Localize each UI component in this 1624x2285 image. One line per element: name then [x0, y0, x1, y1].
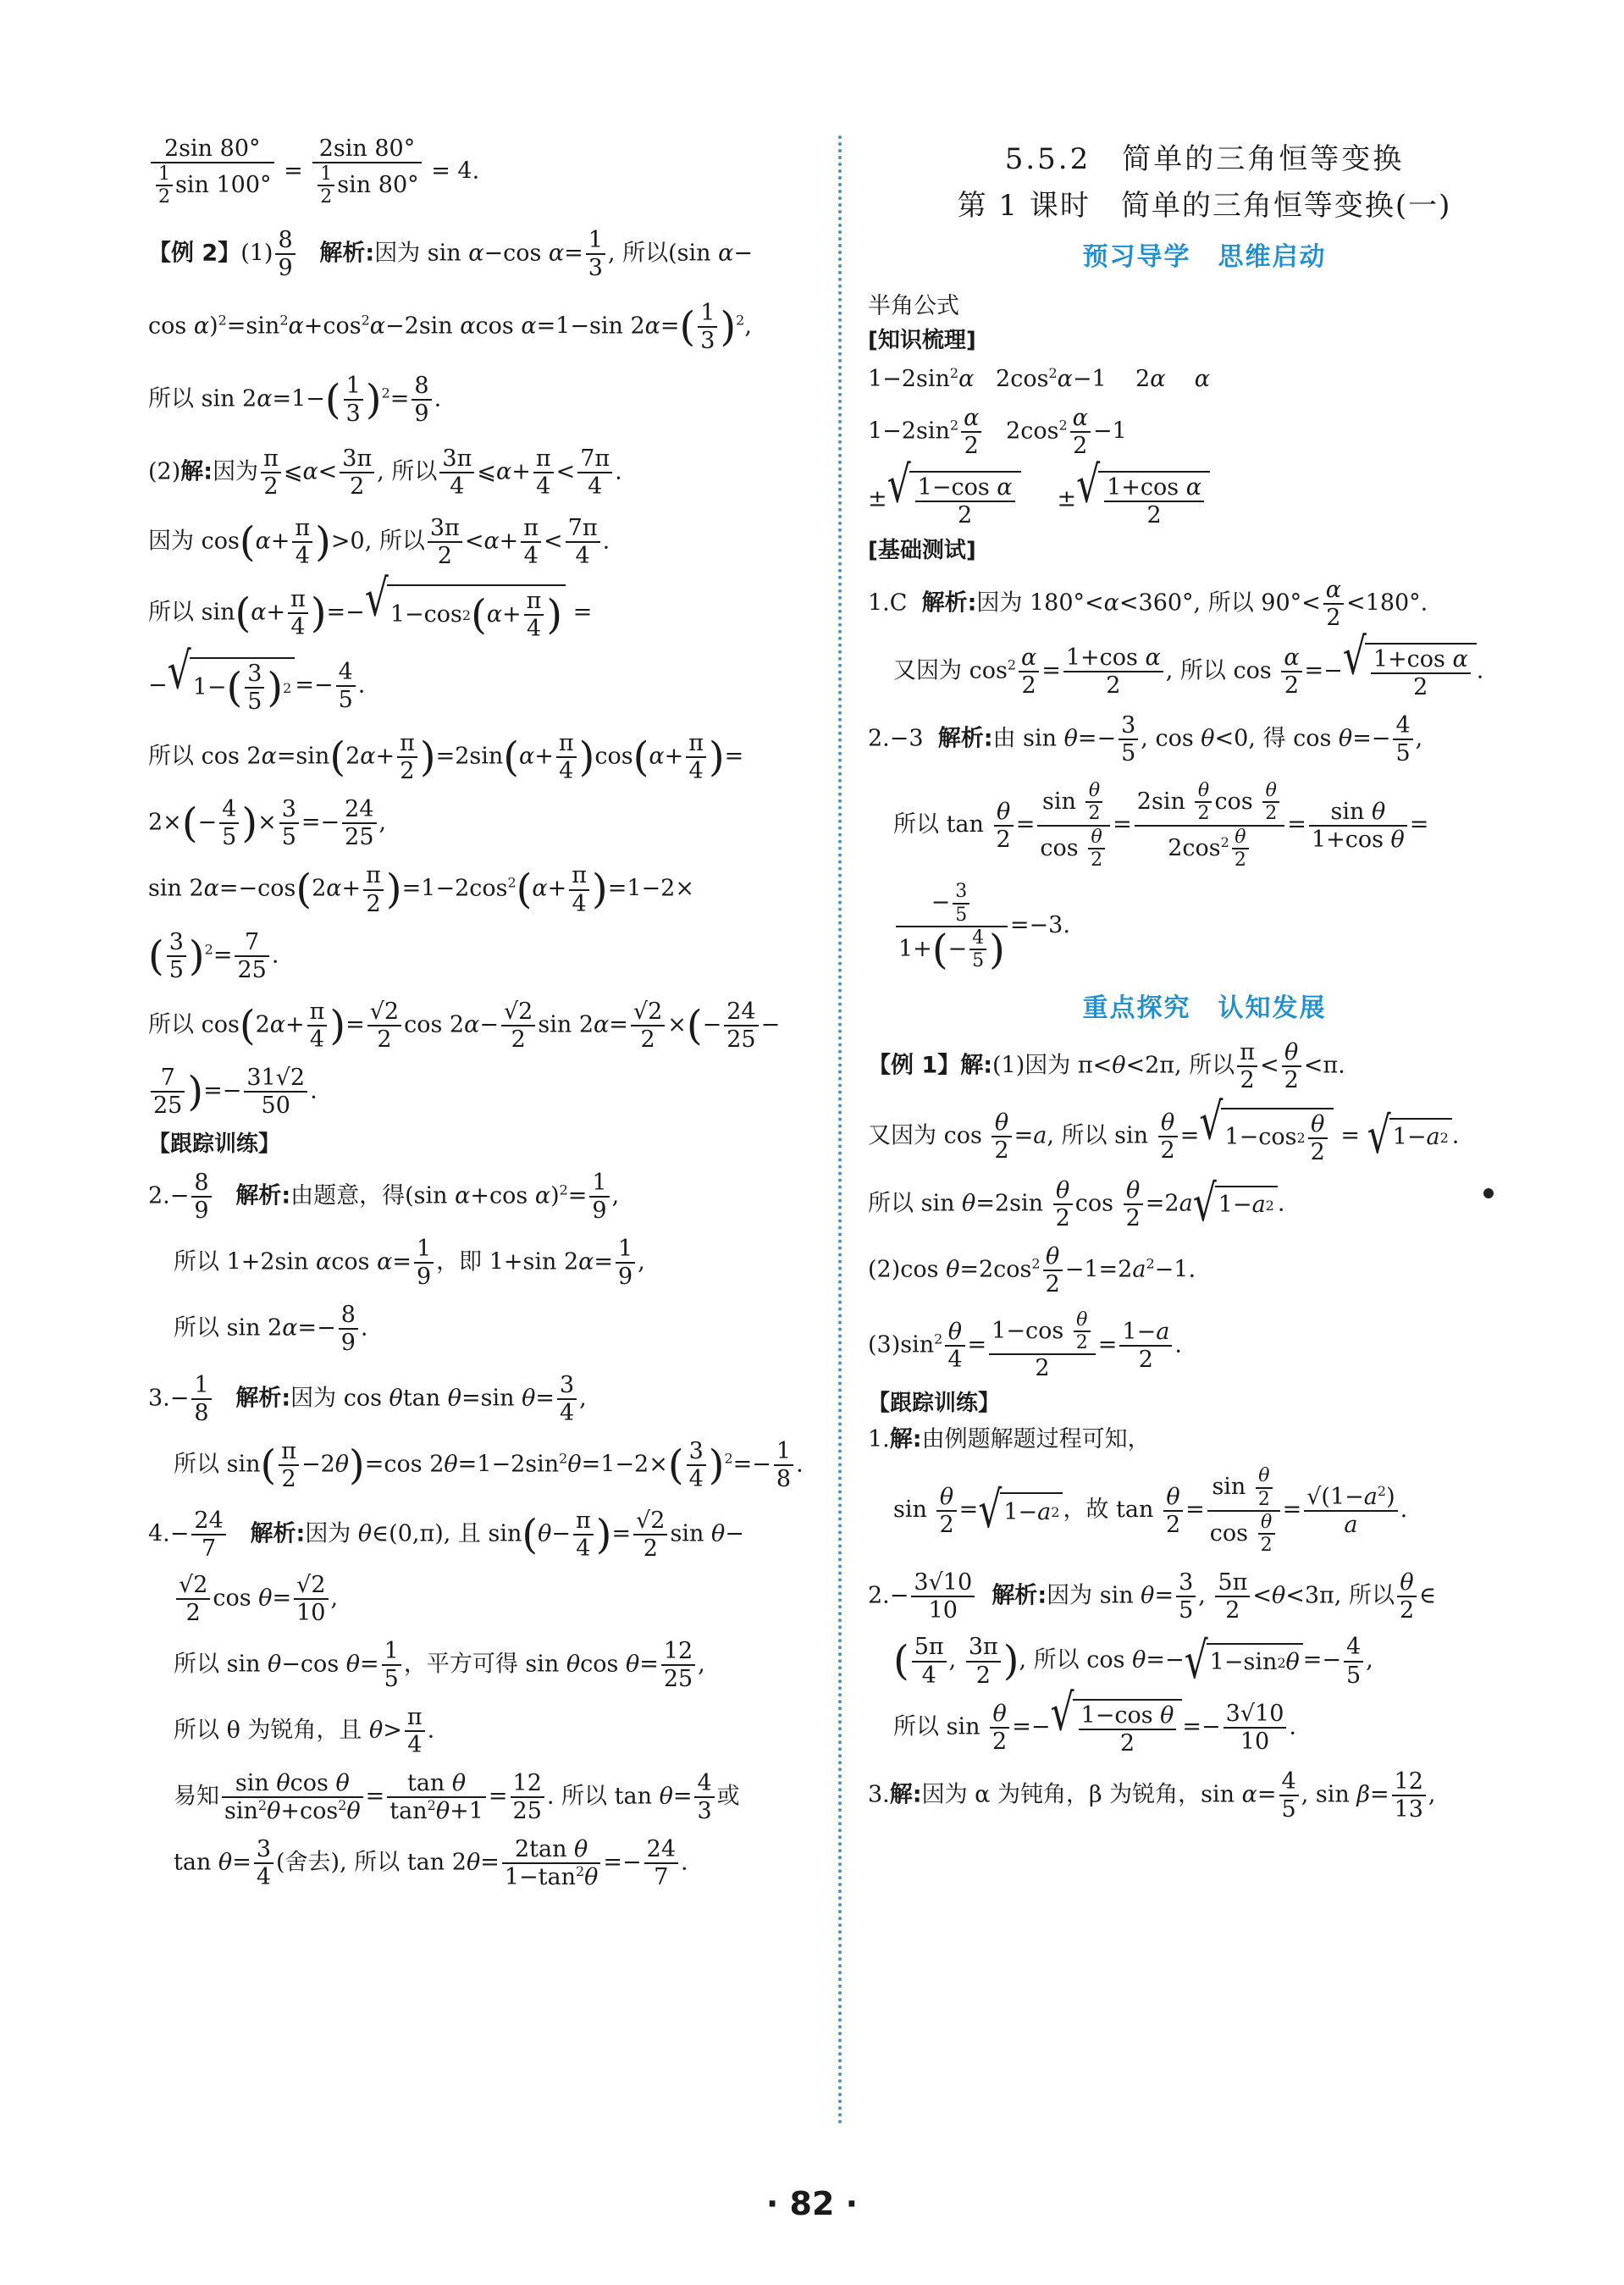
eq-line: − $\frac{3}{5}$ 1+(− $\frac{4}{5}$ ) =−3.	[868, 881, 1541, 971]
text-so: 所以	[561, 1783, 608, 1810]
text-so: 所以	[148, 385, 194, 412]
analysis-label: 解析	[235, 1182, 282, 1209]
eq-line: 所以 cos 2α=sin(2α+ $\frac{\pi}{2}$ )=2sin(α+ $\frac{\pi}{4}$ )cos(α+ $\frac{\pi}{4}$ )=	[148, 730, 744, 785]
half-angle-text: 半角公式	[868, 293, 959, 319]
eq-line: 所以 sin( $\frac{\pi}{2}$ −2θ)=cos $2\theta=1-2\sin^2\theta=1-2\times$( $\frac{3}{4}$ )$^2$=− $\frac{1}{8}$ .	[174, 1437, 804, 1492]
analysis-label: 解析	[937, 725, 984, 752]
eq-line: sin 2α=−cos(2α+ $\frac{\pi}{2}$ )$=1-2\cos^2(\alpha+$ $\frac{\pi}{4}$ )=1−2×	[148, 862, 694, 917]
text-so: 所以	[148, 1011, 194, 1038]
eq-line: 1.C 解析:因为 180°<α<360°, 所以 90°< $\frac{\alpha}{2}$ <180°.	[868, 576, 1428, 631]
eq-line: 2.−3 解析:由 sin θ=− $\frac{3}{5}$ , cos θ<0, 得 cos θ=− $\frac{4}{5}$ ,	[868, 711, 1423, 766]
text-so: 所以	[174, 1314, 219, 1342]
answer-number: 1.	[868, 1425, 890, 1452]
text-square: ，平方可得	[403, 1651, 518, 1678]
text-discard: (舍去)	[276, 1849, 340, 1876]
eq-line: 所以 sin $\frac{\theta}{2}$ =− √ 1−cos θ 2 =− $\frac{3√10}{10}$ .	[893, 1684, 1297, 1757]
answer-number: 3.	[868, 1781, 890, 1808]
knowledge-label: [知识梳理]	[868, 328, 976, 354]
eq-line: 2×(− $\frac{4}{5}$ )× $\frac{3}{5}$ =− $\frac{24}{25}$ ,	[148, 796, 387, 851]
text-so: 所以	[868, 1190, 914, 1217]
text-so: 所以	[148, 743, 194, 770]
answer-number: 2.−	[148, 1182, 190, 1209]
eq-line: 所以 sin θ−cos θ= $\frac{1}{5}$ ，平方可得 sin θcos θ= $\frac{12}{25}$ ,	[174, 1637, 705, 1692]
eq-line: 所以 1+2sin αcos α= $\frac{1}{9}$ ，即 1+sin 2α= $\frac{1}{9}$ ,	[174, 1236, 645, 1291]
text-so: 所以	[174, 1451, 219, 1478]
follow-label: 【跟踪训练】	[868, 1391, 1001, 1417]
answer-number: 3.−	[148, 1385, 190, 1412]
eq-line: $\cos \alpha)^2=\sin^2\alpha+\cos^2\alpha-2\sin$ αcos α=1−sin 2α=( $\frac{1}{3}$ )$^2$,	[148, 299, 752, 354]
text-so: 所以	[391, 458, 438, 485]
answer-number: 2.−3	[868, 725, 924, 752]
eq-line: $\frac{√2}{2}$ cos θ= $\frac{√2}{10}$ ,	[148, 1572, 817, 1626]
preview-heading: 预习导学 思维启动	[1082, 242, 1327, 272]
eq-line: 2sin 80° $\frac{1}{2}$ sin 100° = 2sin 80° $\frac{1}{2}$ sin 80° = 4.	[148, 136, 817, 208]
knowledge-heading	[868, 327, 1541, 354]
eq-line: 1.解:由例题解题过程可知，	[868, 1425, 1151, 1452]
text-because: 因为	[148, 528, 194, 555]
text-so: 所以	[354, 1849, 400, 1876]
text-from-question: 由题意，得	[290, 1182, 406, 1209]
eq-line: $\frac{7}{25}$ )=− $\frac{31√2}{50}$ .	[148, 1065, 817, 1119]
eq-line: 所以 sin(α+ $\frac{\pi}{4}$ )=− √ 1−cos 2 ( α + π 4 ) =	[148, 569, 593, 643]
analysis-label: 解析	[992, 1582, 1038, 1609]
page-number: · 82 ·	[765, 2185, 859, 2222]
eq-line: 又因为 $\cos^2$ $\frac{\alpha}{2}$ = $\frac{\text{1+cos α}}{2}$ , 所以 cos $\frac{\alpha}{2}$ =− √ 1+cos α 2 .	[893, 628, 1484, 700]
basic-heading	[868, 537, 1541, 564]
text-because: 因为	[290, 1385, 337, 1412]
analysis-label: 解析	[250, 1520, 296, 1547]
eq-line: 易知 $\frac{\text{sin θcos θ}}{\sin^2\theta+\cos^2\theta}$ = $\frac{\text{tan θ}}{\tan^2\theta+1}$ = $\frac{12}{25}$ . 所以 tan θ= $\frac{4}{3}$ 或	[174, 1770, 740, 1825]
text-so: 所以	[174, 1651, 219, 1678]
example-label: 【例 1】	[868, 1052, 961, 1079]
text-or: 或	[716, 1783, 740, 1810]
follow-heading	[148, 1131, 817, 1158]
eq-line: sin $\frac{\theta}{2}$ = √ 1− a 2 ，故 tan $\frac{\theta}{2}$ = sin $\frac{\theta}{2}$ cos $\frac{\theta}{2}$ = $\frac{√(1-a^2)}{a}$ .	[893, 1465, 1408, 1557]
eq-line: 2.− $\frac{3√10}{10}$ 解析:因为 sin θ= $\frac{3}{5}$ , $\frac{5\pi}{2}$ <θ<3π, 所以 $\frac{\theta}{2}$ ∈	[868, 1569, 1437, 1624]
example-label: 【例 2】	[148, 240, 241, 267]
text-because: 因为	[1025, 1052, 1071, 1079]
solution-label: 解	[180, 458, 204, 485]
eq-line: $1-2\sin^2$ $\frac{\alpha}{2}$ $2\cos^2$ $\frac{\alpha}{2}$ −1	[868, 405, 1127, 460]
text-so: 所以	[622, 240, 669, 267]
answer-number: 2.−	[868, 1582, 909, 1609]
solution-label: 解	[889, 1425, 913, 1452]
text-so: 所以	[174, 1248, 219, 1275]
eq-line: ( $\frac{5\pi}{4}$ , $\frac{3\pi}{2}$ ), 所以 cos θ=− √ 1−sin 2 θ =− $\frac{4}{5}$ ,	[893, 1631, 1373, 1690]
lesson-title: 第 1 课时 简单的三角恒等变换(一)	[957, 189, 1452, 223]
left-column	[148, 119, 817, 1890]
text-so: 所以	[1207, 589, 1254, 617]
eq-line: 【例 1】解:(1)因为 π<θ<2π, 所以 $\frac{\pi}{2}$ < $\frac{\theta}{2}$ <π.	[868, 1039, 1345, 1094]
eq-line: $(3)\sin^2$ $\frac{\theta}{4}$ = 1−cos $\frac{\theta}{2}$ 2 = $\frac{1-a}{2}$ .	[868, 1308, 1182, 1382]
eq-line: 因为 cos(α+ $\frac{\pi}{4}$ )>0, 所以 $\frac{3\pi}{2}$ <α+ $\frac{\pi}{4}$ < $\frac{7\pi}{4}$ .	[148, 515, 610, 570]
eq-line: 又因为 cos $\frac{\theta}{2}$ =a, 所以 sin $\frac{\theta}{2}$ = √ 1−cos 2 θ 2 = √ 1− a 2 .	[868, 1093, 1460, 1165]
text-from-example: 由例题解题过程可知，	[921, 1425, 1151, 1452]
text-because: 因为	[1047, 1582, 1093, 1609]
text-so: 所以	[1348, 1582, 1395, 1609]
eq-line: 所以 tan $\frac{\theta}{2}$ = sin $\frac{\theta}{2}$ cos $\frac{\theta}{2}$ = 2sin $\frac{\theta}{2}$ cos $\frac{\theta}{2}$ $2\cos^2$ $\frac{\theta}{2}$ = $\frac{\text{sin θ}}{\text{1+cos θ}}$ =	[893, 780, 1429, 871]
text-alpha-obtuse: 因为 α 为钝角，β 为锐角，	[921, 1781, 1201, 1808]
text-because: 因为	[976, 589, 1023, 617]
answer-number: (1)	[240, 240, 273, 267]
eq-line: (2)解:因为 $\frac{\pi}{2}$ ⩽α< $\frac{3\pi}{2}$ , 所以 $\frac{3\pi}{4}$ ⩽α+ $\frac{\pi}{4}$ < $\frac{7\pi}{4}$ .	[148, 445, 622, 500]
answer-number: 1.C	[868, 589, 908, 617]
text-so: 所以	[893, 1713, 939, 1740]
eq-line: 3.解:因为 α 为钝角，β 为锐角，sin α= $\frac{4}{5}$ , sin β= $\frac{12}{13}$ ,	[868, 1768, 1436, 1823]
text-ie: ，即	[436, 1248, 483, 1275]
eq-line: 所以 sin 2α=1−( $\frac{1}{3}$ )$^2$= $\frac{8}{9}$ .	[148, 372, 442, 427]
text-easy-know: 易知	[174, 1783, 219, 1810]
eq-line: 4.− $\frac{24}{7}$ 解析:因为 θ∈(0,π), 且 sin(θ− $\frac{\pi}{4}$ )= $\frac{√2}{2}$ sin θ−	[148, 1507, 744, 1562]
text-because: 因为	[305, 1520, 351, 1547]
eq-line: $1-2\sin^2\alpha$ $2\cos^2\alpha-1$ 2α α	[868, 364, 1211, 392]
text-so: 所以	[148, 599, 194, 626]
eq-line: 3.− $\frac{1}{8}$ 解析:因为 cos θtan θ=sin θ= $\frac{3}{4}$ ,	[148, 1371, 587, 1426]
text-therefore: ，故	[1063, 1497, 1109, 1524]
text-also-because: 又因为	[868, 1122, 936, 1149]
eq-line: ( $\frac{3}{5}$ )$^2$= $\frac{7}{25}$ .	[148, 928, 279, 983]
solution-label: 解	[889, 1781, 913, 1808]
text-acute: 所以 θ 为锐角，且	[174, 1717, 362, 1744]
analysis-label: 解析	[235, 1385, 282, 1412]
text-so: 所以	[378, 528, 425, 555]
eq-line: 所以 θ 为锐角，且 θ> $\frac{\pi}{4}$ .	[174, 1704, 435, 1759]
key-heading: 重点探究 认知发展	[1082, 993, 1327, 1024]
answer-number: 4.−	[148, 1520, 190, 1547]
analysis-label: 解析	[319, 240, 366, 267]
example-2-line: 【例 2】(1) $\frac{8}{9}$ 解析:因为 sin α−cos α= $\frac{1}{3}$ , 所以(sin α−	[148, 226, 753, 281]
eq-line: tan θ= $\frac{3}{4}$ (舍去), 所以 tan 2θ= $\frac{\text{2tan θ}}{1-\tan^2\theta}$ =− $\frac{24}{7}$ .	[174, 1836, 688, 1891]
right-column	[868, 119, 1541, 1823]
follow-label: 【跟踪训练】	[148, 1131, 281, 1157]
text-because: 因为	[374, 240, 421, 267]
analysis-label: 解析	[921, 589, 968, 617]
text-because: 因为	[213, 458, 259, 485]
eq-line: 所以 cos(2α+ $\frac{\pi}{4}$ )= $\frac{√2}{2}$ cos 2α− $\frac{√2}{2}$ sin 2α= $\frac{√2}{2}$ ×(− $\frac{24}{25}$ −	[148, 998, 781, 1053]
basic-label: [基础测试]	[868, 538, 976, 564]
section-title: 5.5.2 简单的三角恒等变换	[1004, 142, 1405, 176]
eq-line: − √ 1− ( 3 5 ) 2 =− $\frac{4}{5}$ .	[148, 642, 366, 716]
text-so: 所以	[893, 811, 939, 838]
eq-line: (2)cos $\theta=2\cos^2$ $\frac{\theta}{2}$ $-1=2a^2-1$.	[868, 1242, 1196, 1297]
text-so: 所以	[1179, 657, 1226, 684]
eq-line: ± √ 1−cos α 2 ± √ 1+cos α 2	[868, 471, 1541, 528]
column-divider	[838, 136, 842, 2126]
eq-line: 2.− $\frac{8}{9}$ 解析:由题意，得(sin α+cos α)$^2$= $\frac{1}{9}$ ,	[148, 1170, 620, 1225]
text-so: 所以	[1189, 1052, 1235, 1079]
solution-label: 解	[960, 1052, 984, 1079]
eq-line: 所以 sin 2α=− $\frac{8}{9}$ .	[174, 1302, 368, 1357]
text-also-because: 又因为	[893, 657, 962, 684]
text-so: 所以	[1061, 1122, 1108, 1149]
text-so: 所以	[1033, 1647, 1080, 1674]
follow-heading	[868, 1390, 1541, 1417]
half-angle-label	[868, 293, 1541, 320]
eq-line: 所以 sin θ=2sin $\frac{\theta}{2}$ cos $\frac{\theta}{2}$ =2a √ 1− a 2 .	[868, 1174, 1285, 1233]
